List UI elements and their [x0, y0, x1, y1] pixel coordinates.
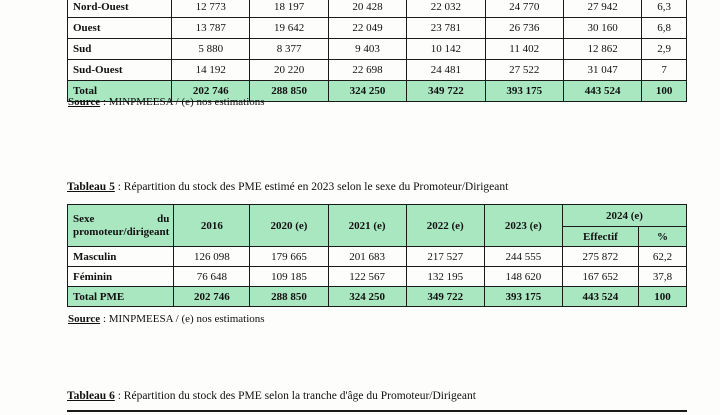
- value-2020: 19 642: [250, 18, 328, 39]
- value-2024: 31 047: [563, 60, 641, 81]
- total-2022: 349 722: [406, 287, 484, 307]
- value-2016: 126 098: [174, 247, 250, 267]
- value-2022: 22 032: [407, 0, 485, 18]
- value-2022: 217 527: [406, 247, 484, 267]
- total-2021: 324 250: [328, 287, 406, 307]
- header-du-word: du: [157, 212, 170, 225]
- total-2020: 288 850: [250, 81, 328, 102]
- table-row: [68, 247, 687, 267]
- total-pct: 100: [642, 81, 687, 102]
- value-2022: 24 481: [407, 60, 485, 81]
- total-label: Total: [68, 81, 172, 102]
- value-2024: 27 942: [563, 0, 641, 18]
- total-2016: 202 746: [174, 287, 250, 307]
- value-2020: 8 377: [250, 39, 328, 60]
- value-2021: 22 698: [328, 60, 406, 81]
- table-6-top-border: [67, 410, 687, 412]
- total-2021: 324 250: [328, 81, 406, 102]
- source-note: [68, 313, 265, 325]
- value-2023: 27 522: [485, 60, 563, 81]
- table-row: [68, 267, 687, 287]
- region-name: Ouest: [68, 18, 172, 39]
- header-effectif: Effectif: [562, 227, 638, 247]
- value-2021: 20 428: [328, 0, 406, 18]
- total-2022: 349 722: [407, 81, 485, 102]
- header-promoteur-word: promoteur/dirigeant: [73, 225, 170, 238]
- source-text: : MINPMEESA / (e) nos estimations: [100, 313, 265, 325]
- header-pct: %: [638, 227, 686, 247]
- source-note: [68, 96, 265, 108]
- caption-text: : Répartition du stock des PME estimé en 2023 selon le sexe du Promoteur/Dirigeant: [114, 181, 509, 193]
- region-table: [67, 0, 687, 102]
- table-5-caption: [67, 181, 508, 193]
- value-2022: 23 781: [407, 18, 485, 39]
- value-2024: 30 160: [563, 18, 641, 39]
- total-row: [68, 287, 687, 307]
- value-2023: 148 620: [484, 267, 562, 287]
- value-2021: 122 567: [328, 267, 406, 287]
- value-2023: 244 555: [484, 247, 562, 267]
- value-2020: 20 220: [250, 60, 328, 81]
- total-effectif: 443 524: [562, 287, 638, 307]
- value-pct: 2,9: [642, 39, 687, 60]
- total-label: Total PME: [68, 287, 174, 307]
- total-2023: 393 175: [484, 287, 562, 307]
- value-2021: 22 049: [328, 18, 406, 39]
- table-row: [68, 39, 687, 60]
- header-sexe: [68, 205, 174, 247]
- table-row: [68, 18, 687, 39]
- value-pct: 6,3: [642, 0, 687, 18]
- total-2016: 202 746: [172, 81, 250, 102]
- value-effectif: 275 872: [562, 247, 638, 267]
- value-2021: 9 403: [328, 39, 406, 60]
- table-row: [68, 60, 687, 81]
- header-2016: 2016: [174, 205, 250, 247]
- gender-table: [67, 204, 687, 307]
- source-text: : MINPMEESA / (e) nos estimations: [100, 96, 265, 108]
- total-pct: 100: [638, 287, 686, 307]
- header-2021: 2021 (e): [328, 205, 406, 247]
- caption-label: Tableau 6: [67, 390, 115, 402]
- value-2020: 109 185: [250, 267, 328, 287]
- total-2020: 288 850: [250, 287, 328, 307]
- value-2016: 76 648: [174, 267, 250, 287]
- value-pct: 37,8: [638, 267, 686, 287]
- value-2023: 26 736: [485, 18, 563, 39]
- value-pct: 62,2: [638, 247, 686, 267]
- header-2020: 2020 (e): [250, 205, 328, 247]
- value-2021: 201 683: [328, 247, 406, 267]
- value-2016: 13 787: [172, 18, 250, 39]
- value-pct: 6,8: [642, 18, 687, 39]
- value-pct: 7: [642, 60, 687, 81]
- value-2020: 18 197: [250, 0, 328, 18]
- value-effectif: 167 652: [562, 267, 638, 287]
- table-row: [68, 0, 687, 18]
- caption-text: : Répartition du stock des PME selon la tranche d'âge du Promoteur/Dirigeant: [114, 390, 476, 402]
- region-name: Sud-Ouest: [68, 60, 172, 81]
- region-name: Nord-Ouest: [68, 0, 172, 18]
- table-6-caption: [67, 390, 476, 402]
- header-sexe-word: Sexe: [73, 212, 95, 225]
- caption-label: Tableau 5: [67, 181, 115, 193]
- total-2023: 393 175: [485, 81, 563, 102]
- sexe-label: Féminin: [68, 267, 174, 287]
- value-2023: 24 770: [485, 0, 563, 18]
- header-2022: 2022 (e): [406, 205, 484, 247]
- header-2023: 2023 (e): [484, 205, 562, 247]
- value-2022: 10 142: [407, 39, 485, 60]
- region-name: Sud: [68, 39, 172, 60]
- value-2023: 11 402: [485, 39, 563, 60]
- value-2016: 14 192: [172, 60, 250, 81]
- value-2016: 5 880: [172, 39, 250, 60]
- source-label: Source: [68, 96, 101, 108]
- total-2024: 443 524: [563, 81, 641, 102]
- header-row: [68, 205, 687, 227]
- value-2022: 132 195: [406, 267, 484, 287]
- sexe-label: Masculin: [68, 247, 174, 267]
- value-2024: 12 862: [563, 39, 641, 60]
- value-2020: 179 665: [250, 247, 328, 267]
- value-2016: 12 773: [172, 0, 250, 18]
- header-2024: 2024 (e): [562, 205, 686, 227]
- source-label: Source: [68, 313, 101, 325]
